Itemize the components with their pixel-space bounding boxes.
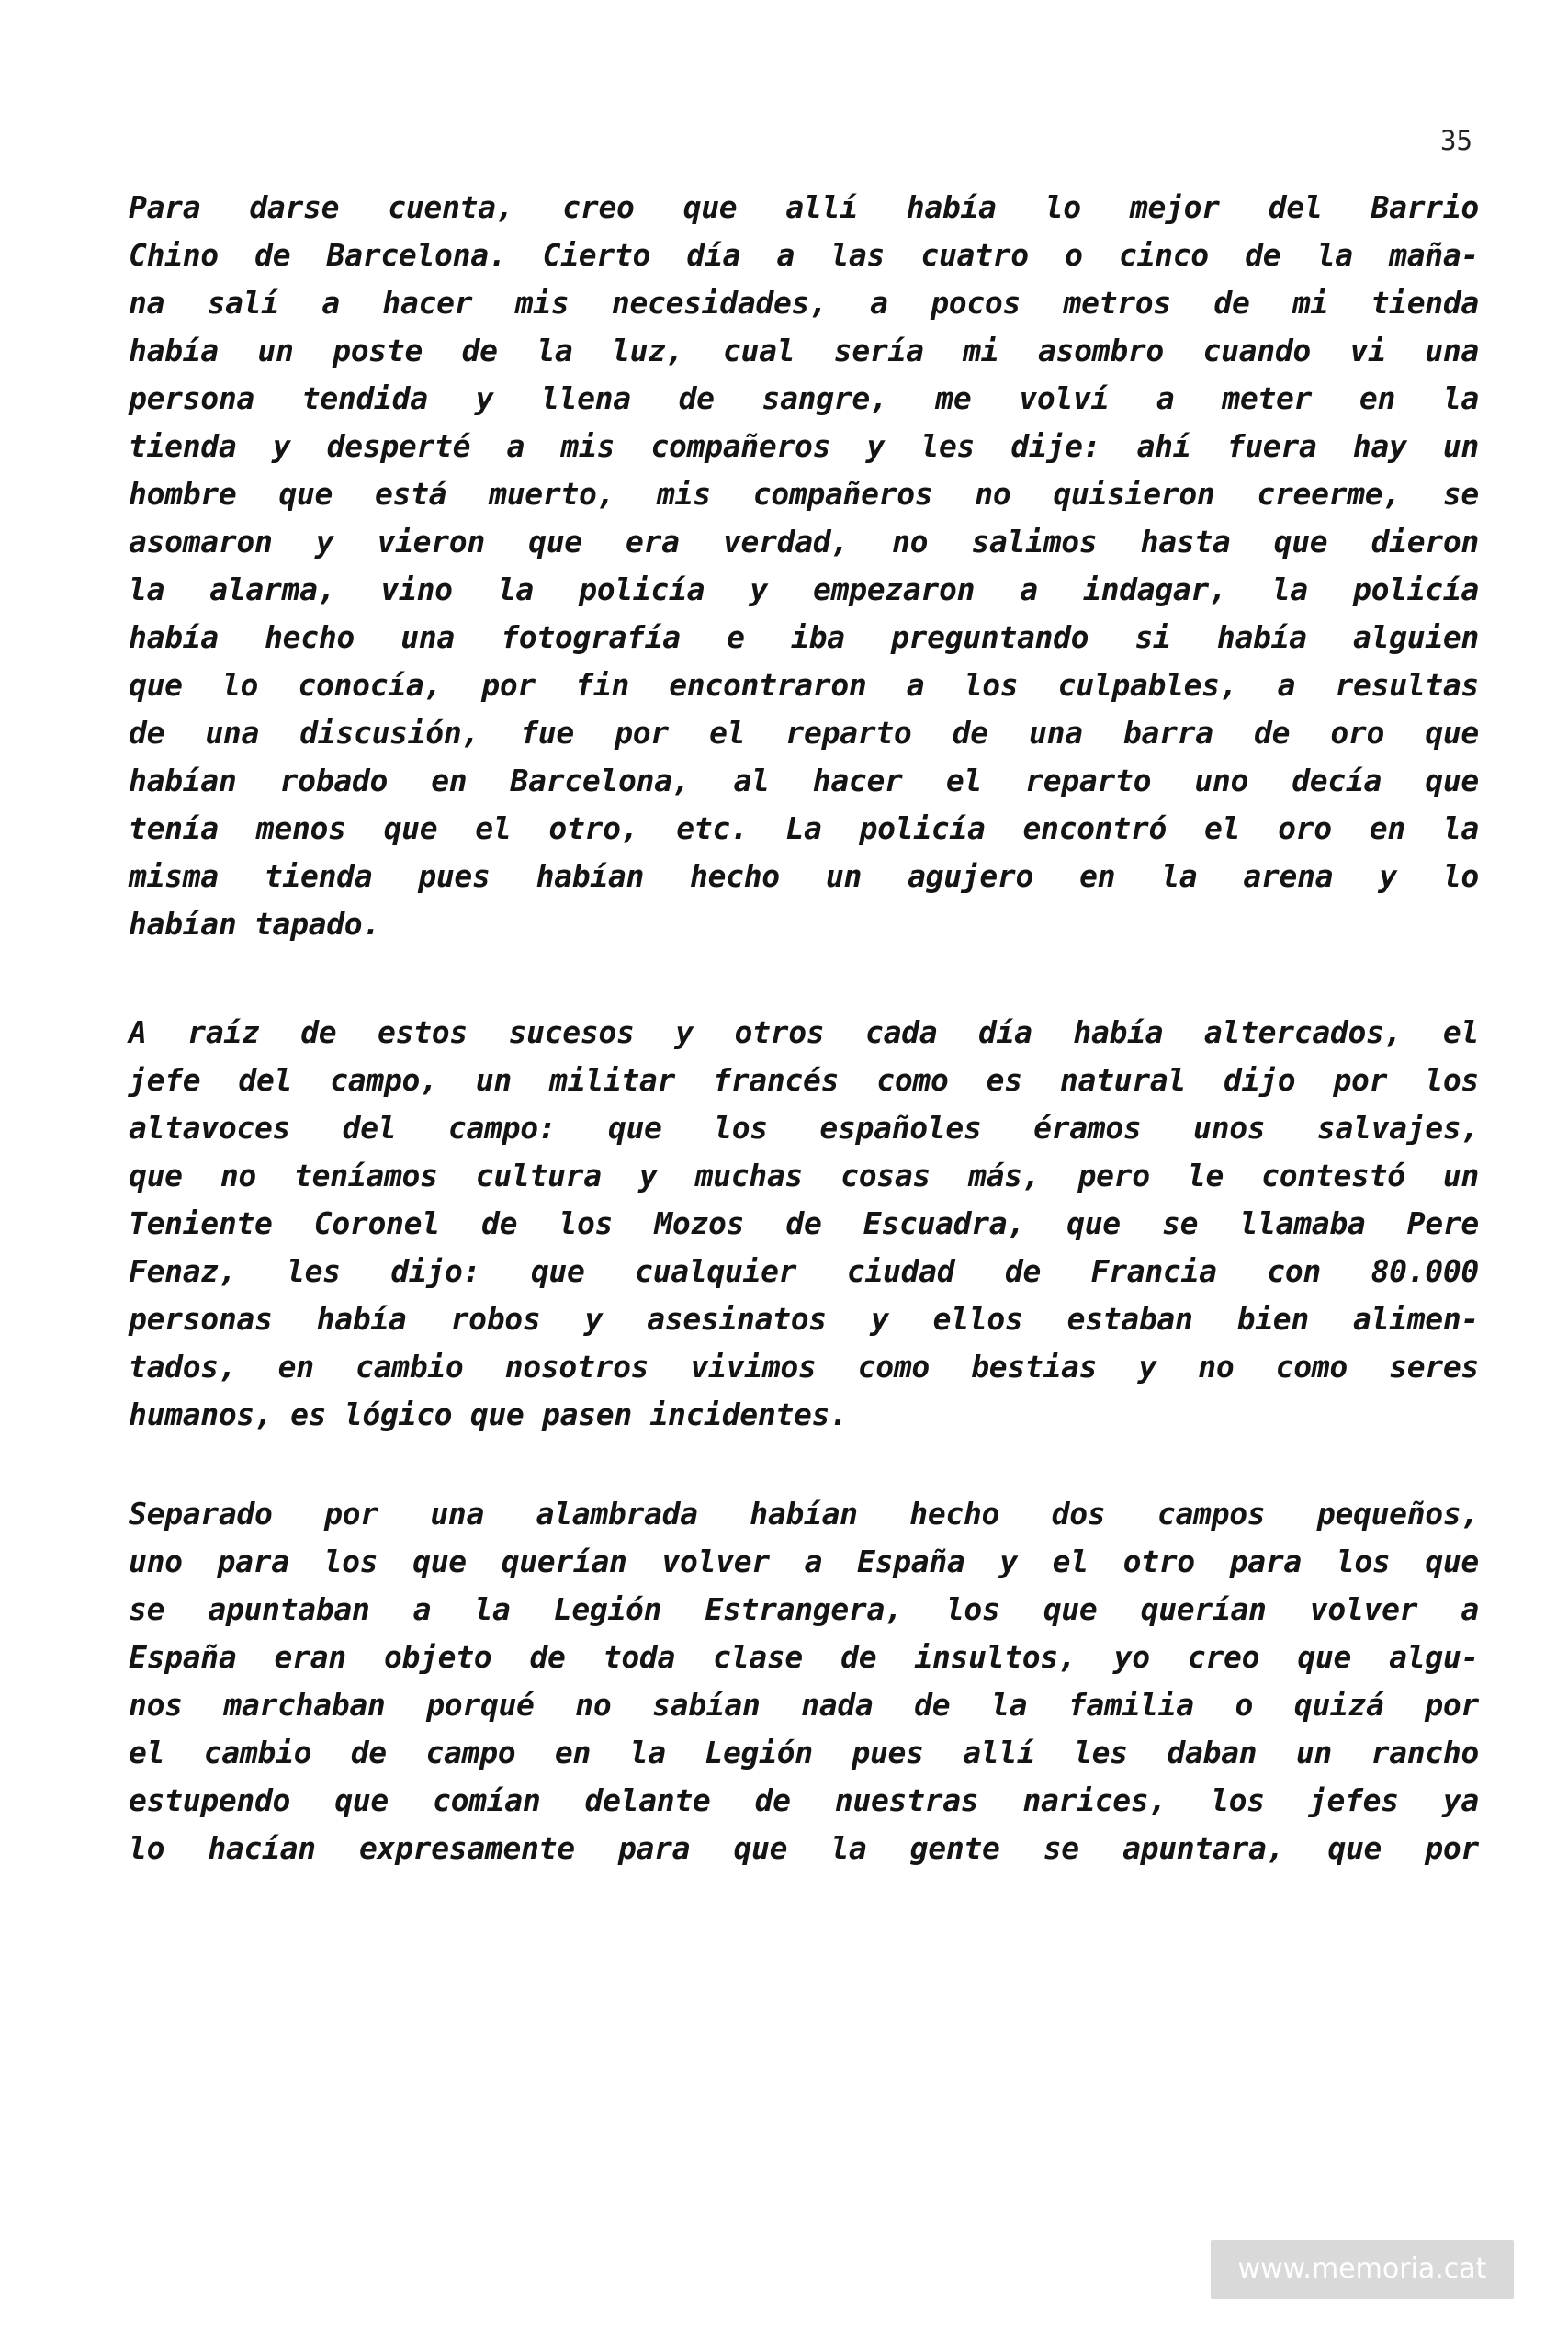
text-line: hombre que está muerto, mis compañeros no quisieron creerme, se xyxy=(129,476,1479,512)
paragraph-3 xyxy=(129,1490,1479,1872)
text-line: la alarma, vino la policía y empezaron a indagar, la policía xyxy=(129,571,1479,607)
text-line: uno para los que querían volver a España y el otro para los que xyxy=(129,1544,1479,1579)
text-line: A raíz de estos sucesos y otros cada día había altercados, el xyxy=(129,1014,1479,1050)
text-line: Separado por una alambrada habían hecho dos campos pequeños, xyxy=(129,1496,1479,1532)
text-line: Para darse cuenta, creo que allí había lo mejor del Barrio xyxy=(129,189,1479,225)
text-line: Chino de Barcelona. Cierto día a las cuatro o cinco de la maña- xyxy=(129,237,1479,273)
text-line: jefe del campo, un militar francés como es natural dijo por los xyxy=(129,1062,1479,1098)
text-line: el cambio de campo en la Legión pues allí les daban un rancho xyxy=(129,1735,1479,1770)
text-line: personas había robos y asesinatos y ellos estaban bien alimen- xyxy=(129,1301,1479,1337)
text-line: nos marchaban porqué no sabían nada de la familia o quizá por xyxy=(129,1687,1479,1723)
text-line: altavoces del campo: que los españoles éramos unos salvajes, xyxy=(129,1110,1479,1146)
text-line: estupendo que comían delante de nuestras narices, los jefes ya xyxy=(129,1782,1479,1818)
text-line: na salí a hacer mis necesidades, a pocos metros de mi tienda xyxy=(129,285,1479,321)
text-line: tados, en cambio nosotros vivimos como bestias y no como seres xyxy=(129,1349,1479,1385)
text-line: que no teníamos cultura y muchas cosas más, pero le contestó un xyxy=(129,1158,1479,1193)
text-line: Fenaz, les dijo: que cualquier ciudad de Francia con 80.000 xyxy=(129,1253,1479,1289)
text-line: que lo conocía, por fin encontraron a los culpables, a resultas xyxy=(129,667,1479,703)
paragraph-2 xyxy=(129,1009,1479,1439)
text-line: misma tienda pues habían hecho un agujero en la arena y lo xyxy=(129,858,1479,894)
paragraph-1 xyxy=(129,184,1479,948)
text-line: había hecho una fotografía e iba preguntando si había alguien xyxy=(129,619,1479,655)
text-line: lo hacían expresamente para que la gente se apuntara, que por xyxy=(129,1830,1479,1866)
text-line: persona tendida y llena de sangre, me volví a meter en la xyxy=(129,380,1479,416)
text-line: había un poste de la luz, cual sería mi asombro cuando vi una xyxy=(129,333,1479,368)
text-line: habían tapado. xyxy=(129,906,380,942)
text-line: se apuntaban a la Legión Estrangera, los que querían volver a xyxy=(129,1591,1479,1627)
text-line: tienda y desperté a mis compañeros y les dije: ahí fuera hay un xyxy=(129,428,1479,464)
page-number: 35 xyxy=(1440,125,1472,156)
text-line: España eran objeto de toda clase de insultos, yo creo que algu- xyxy=(129,1639,1479,1675)
text-line: humanos, es lógico que pasen incidentes. xyxy=(129,1396,848,1432)
watermark: www.memoria.cat xyxy=(1211,2240,1514,2299)
text-line: tenía menos que el otro, etc. La policía encontró el oro en la xyxy=(129,810,1479,846)
text-line: asomaron y vieron que era verdad, no salimos hasta que dieron xyxy=(129,524,1479,560)
text-line: habían robado en Barcelona, al hacer el reparto uno decía que xyxy=(129,763,1479,798)
text-line: de una discusión, fue por el reparto de una barra de oro que xyxy=(129,715,1479,751)
text-line: Teniente Coronel de los Mozos de Escuadra, que se llamaba Pere xyxy=(129,1205,1479,1241)
